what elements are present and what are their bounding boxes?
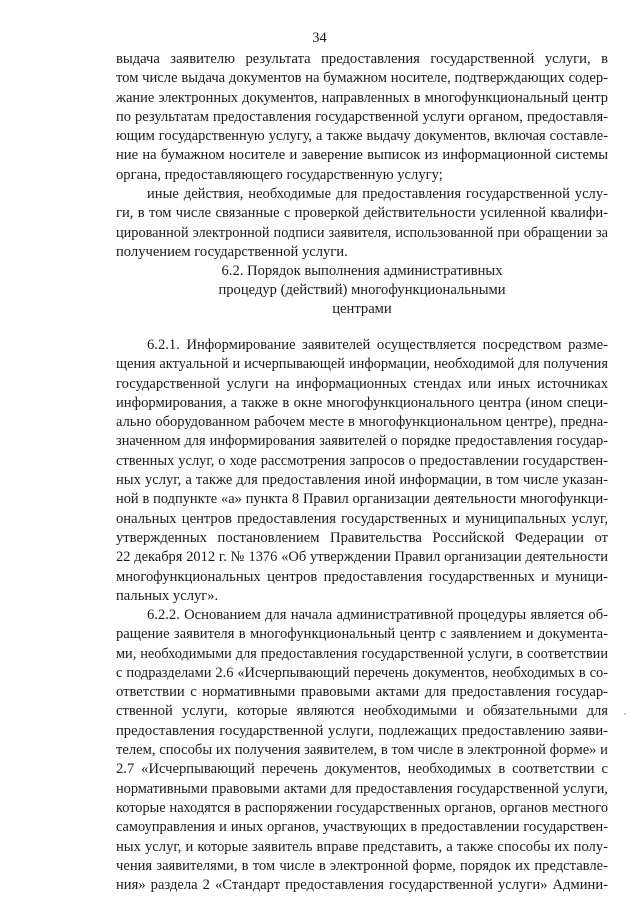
text-line: выдача заявителю результата предоставления государственной услуги, в — [116, 51, 608, 67]
text-line: многофункциональных центров предоставления государственных и муници- — [116, 568, 608, 585]
text-line: жание электронных документов, направленных в многофункциональный центр — [116, 89, 608, 106]
text-line: цированной электронной подписи заявителя, использованной при обращении за — [116, 224, 608, 241]
text-line: утвержденных постановлением Правительства Российской Федерации от — [116, 529, 608, 546]
paragraph-6-2-1 — [116, 336, 608, 606]
page-number: 34 — [312, 30, 327, 46]
text-line: чения заявителями, в том числе в электронной форме, порядок их представле- — [116, 857, 608, 874]
text-line: 2.7 «Исчерпывающий перечень документов, необходимых в соответствии с — [116, 761, 608, 778]
text-line: ально оборудованном рабочем месте в многофункциональном центре), предна- — [116, 414, 608, 431]
text-line: телем, способы их получения заявителем, в том числе в электронной форме» и — [116, 742, 608, 759]
paragraph-6-2-2 — [116, 606, 608, 895]
text-line: ответствии с нормативными правовыми актами для предоставления государ- — [116, 684, 608, 701]
text-line: ги, в том числе связанные с проверкой действительности усиленной квалифи- — [116, 205, 608, 222]
text-line: ственной услуги, которые являются необходимыми и обязательными для — [116, 703, 608, 720]
text-line: получением государственной услуги. — [116, 243, 348, 260]
text-line: ние на бумажном носителе и заверение выписок из информационной системы — [116, 147, 608, 164]
section-heading — [116, 262, 608, 319]
text-line: ственных услуг, о ходе рассмотрения запросов о предоставлении государствен- — [116, 452, 608, 469]
text-line: ми, необходимыми для предоставления государственной услуги, в соответствии — [116, 645, 608, 662]
text-line: предоставления государственной услуги, подлежащих предоставлению заяви- — [116, 722, 608, 739]
text-line: нормативными правовыми актами для предоставления государственной услуги, — [116, 780, 608, 797]
text-line: ных услуг, и которые заявитель вправе представить, а также способы их полу- — [116, 838, 608, 855]
text-line: 6.2.1. Информирование заявителей осуществляется посредством разме- — [147, 337, 608, 353]
paragraph-result-issuance — [116, 50, 608, 185]
text-line: ональных центров предоставления государственных и муниципальных услуг, — [116, 510, 608, 527]
text-line: по результатам предоставления государственной услуги органом, предоставля- — [116, 108, 608, 125]
text-line: ных услуг, а также для предоставления иной информации, в том числе указан- — [116, 472, 608, 489]
text-line: самоуправления и иных органов, участвующих в предоставлении государствен- — [116, 819, 608, 836]
text-line: значенном для информирования заявителей о порядке предоставления государ- — [116, 433, 608, 450]
paragraph-other-actions — [116, 185, 608, 262]
heading-line: процедур (действий) многофункциональными — [218, 282, 506, 298]
scan-speck — [624, 713, 626, 715]
text-line: пальных услуг». — [116, 587, 219, 604]
text-line: ния» раздела 2 «Стандарт предоставления государственной услуги» Админи- — [116, 877, 608, 894]
text-line: с подразделами 2.6 «Исчерпывающий перечень документов, необходимых в со- — [116, 664, 608, 681]
text-line: информирования, а также в окне многофункционального центра (ином специ- — [116, 394, 608, 411]
text-line: 6.2.2. Основанием для начала административной процедуры является об- — [147, 607, 608, 623]
text-line: 22 декабря 2012 г. № 1376 «Об утверждении Правил организации деятельности — [116, 549, 608, 566]
text-line: органа, предоставляющего государственную услугу; — [116, 166, 443, 183]
text-line: ющим государственную услугу, а также выдачу документов, включая составле- — [116, 128, 608, 145]
heading-line: центрами — [332, 301, 392, 317]
text-line: ной в подпункте «а» пункта 8 Правил организации деятельности многофункци- — [116, 491, 608, 508]
text-line: ращение заявителя в многофункциональный центр с заявлением и документа- — [116, 626, 608, 643]
text-line: которые находятся в распоряжении государственных органов, органов местного — [116, 799, 608, 816]
text-line: иные действия, необходимые для предоставления государственной услу- — [147, 186, 608, 202]
text-line: щения актуальной и исчерпывающей информации, необходимой для получения — [116, 356, 608, 373]
heading-line: 6.2. Порядок выполнения административных — [221, 263, 503, 279]
text-line: том числе выдача документов на бумажном носителе, подтверждающих содер- — [116, 70, 608, 87]
text-line: государственной услуги на информационных стендах или иных источниках — [116, 375, 608, 392]
